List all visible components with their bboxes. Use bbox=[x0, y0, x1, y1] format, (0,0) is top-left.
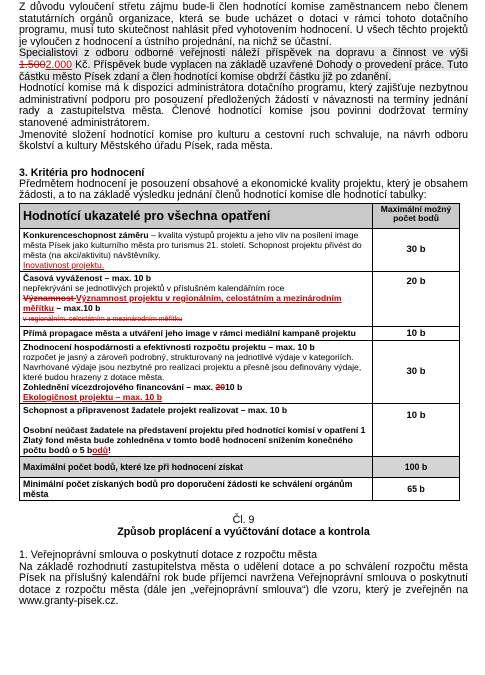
intro-paragraph-specialist bbox=[19, 48, 468, 83]
criteria-text: – kvalita výstupů projektu a jeho vliv na posílení image města Písek jako kulturního města pro turismus 21. století. Schopnost projektu přivést do města (na akci/aktivitu) návštěvníky. bbox=[23, 229, 362, 260]
specialist-text-b: Kč. Příspěvek bude vyplacen na základě uzavřené Dohody o provedení práce. Tuto částku město Písek zdaní a člen hodnotící komise obdrží částku již po zdanění. bbox=[19, 58, 468, 83]
criteria-title: Konkurenceschopnost záměru bbox=[23, 229, 149, 240]
criteria-line2-b: b bbox=[234, 381, 243, 392]
table-row bbox=[20, 340, 460, 403]
section-3-heading: 3. Kritéria pro hodnocení bbox=[19, 166, 145, 179]
min-points-value: 65 b bbox=[373, 477, 460, 500]
criteria-cell bbox=[20, 403, 373, 456]
table-row bbox=[20, 326, 460, 340]
deleted-amount: 1.500 bbox=[19, 58, 46, 71]
min-points-label: Minimální počet získaných bodů pro doporučení žádosti ke schválení orgánům města bbox=[20, 477, 373, 500]
intro-paragraph-conflict: Z důvodu vyloučení střetu zájmu bude-li člen hodnotící komise zaměstnancem nebo členem statutárních orgánů organizace, která se bude ucházet o dotaci v rámci tohoto dotačního programu, musí tuto skutečnost nahlásit před vyhotovením hodnocení. U všech těchto projektů je vyloučen z hodnocení a ústního projednání, na nichž se účastní. bbox=[19, 1, 468, 48]
points-cell: 10 b bbox=[373, 326, 460, 340]
criteria-title: Schopnost a připravenost žadatele projekt realizovat – max. 10 b bbox=[23, 404, 288, 415]
document-page bbox=[19, 2, 468, 608]
criteria-inserted-text: Významnost projektu v regionálním, celostátním a mezinárodním měřítku bbox=[23, 292, 342, 313]
criteria-inserted-text: Inovativnost projektu. bbox=[23, 259, 105, 270]
criteria-text: rozpočet je jasný a zároveň podrobný, strukturovaný na jednotlivé výdaje v kategoriích. Navrhované výdaje jsou nezbytné pro realizaci projektu a přesně jsou definovány výdaje, které budou hrazeny z dotace města. bbox=[23, 351, 362, 382]
table-header-criteria: Hodnotící ukazatelé pro všechna opatření bbox=[20, 203, 373, 228]
criteria-text: Osobní neúčast žadatele na představení projektu před hodnotící komisí v opatření 1 Zlatý fond města bude zohledněna v tomto bodě hodnocení snížením konečného počtu bodů o 5 b bbox=[23, 424, 366, 455]
criteria-line2-deleted: 20 bbox=[215, 381, 226, 392]
table-row bbox=[20, 403, 460, 456]
points-cell: 10 b bbox=[373, 403, 460, 456]
evaluation-table bbox=[19, 203, 460, 501]
max-points-label: Maximální počet bodů, které lze při hodnocení získat bbox=[20, 456, 373, 477]
inserted-amount: 2.000 bbox=[45, 58, 73, 71]
criteria-title: Časová vyváženost – max. 10 b bbox=[23, 272, 152, 283]
criteria-cell: Přímá propagace města a utváření jeho image v rámci mediální kampaně projektu bbox=[20, 326, 373, 340]
criteria-inserted-text: Ekologičnost projektu – max. 10 b bbox=[23, 391, 162, 402]
points-cell: 30 b bbox=[373, 228, 460, 271]
criteria-line2-inserted: 10 bbox=[225, 381, 235, 392]
criteria-text-end: ! bbox=[107, 444, 111, 455]
criteria-deleted-text: Významnost bbox=[23, 292, 77, 303]
criteria-line2-a: Zohlednění vícezdrojového financování – max. bbox=[23, 381, 216, 392]
criteria-cell bbox=[20, 340, 373, 403]
table-row bbox=[20, 228, 460, 271]
section-3-text: Předmětem hodnocení je posouzení obsahové a ekonomické kvality projektu, který je obsahem žádosti, a to na základě výsledku jednání členů hodnotící komise dle hodnotící tabulky: bbox=[19, 177, 468, 202]
criteria-title: Zhodnocení hospodárnosti a efektivnosti rozpočtu projektu – max. 10 b bbox=[23, 341, 315, 352]
criteria-points-note: – max.10 b bbox=[54, 302, 101, 313]
criteria-inserted-text: odů bbox=[92, 444, 108, 455]
criteria-deleted-small: v regionálním, celostátním a mezinárodním měřítku bbox=[23, 315, 183, 323]
points-cell: 30 b bbox=[373, 340, 460, 403]
article-number: Čl. 9 bbox=[232, 513, 255, 526]
table-row-min bbox=[20, 477, 460, 500]
article-title: Způsob proplácení a vyúčtování dotace a kontrola bbox=[117, 525, 370, 538]
table-header-max-points: Maximální možný počet bodů bbox=[373, 203, 460, 228]
specialist-text-a: Specialistovi z odboru odborné veřejnosti náleží příspěvek na dopravu a činnost ve výši bbox=[19, 47, 468, 60]
section-1-heading: 1. Veřejnoprávní smlouva o poskytnutí dotace z rozpočtu města bbox=[19, 549, 317, 562]
intro-paragraph-administrator: Hodnotící komise má k dispozici administrátora dotačního programu, který zajišťuje nezbytnou administrativní podporu pro posouzení předložených žádostí v návaznosti na termíny jednání rady a zastupitelstva města. Členové hodnotící komise jsou povinni dodržovat termíny stanovené administrátorem. bbox=[19, 82, 468, 129]
section-1-text: Na základě rozhodnutí zastupitelstva města o udělení dotace a po schválení rozpočtu města Písek na příslušný kalendářní rok bude příjemci navržena Veřejnoprávní smlouva o poskytnutí dotace z rozpočtu města (dále jen „veřejnoprávní smlouva“) dle vzoru, který je zveřejněn na www.granty-pisek.cz. bbox=[19, 560, 468, 608]
criteria-text: nepřekrývání se jednotlivých projektů v příslušném kalendářním roce bbox=[23, 282, 285, 293]
intro-paragraph-composition: Jmenovité složení hodnotící komise pro kulturu a cestovní ruch schvaluje, na návrh odboru školství a kultury Městského úřadu Písek, rada města. bbox=[19, 128, 468, 153]
table-row-max bbox=[20, 456, 460, 477]
points-cell: 20 b bbox=[373, 271, 460, 326]
criteria-cell bbox=[20, 271, 373, 326]
table-row bbox=[20, 271, 460, 326]
max-points-value: 100 b bbox=[373, 456, 460, 477]
criteria-cell bbox=[20, 228, 373, 271]
table-header-row bbox=[20, 203, 460, 228]
